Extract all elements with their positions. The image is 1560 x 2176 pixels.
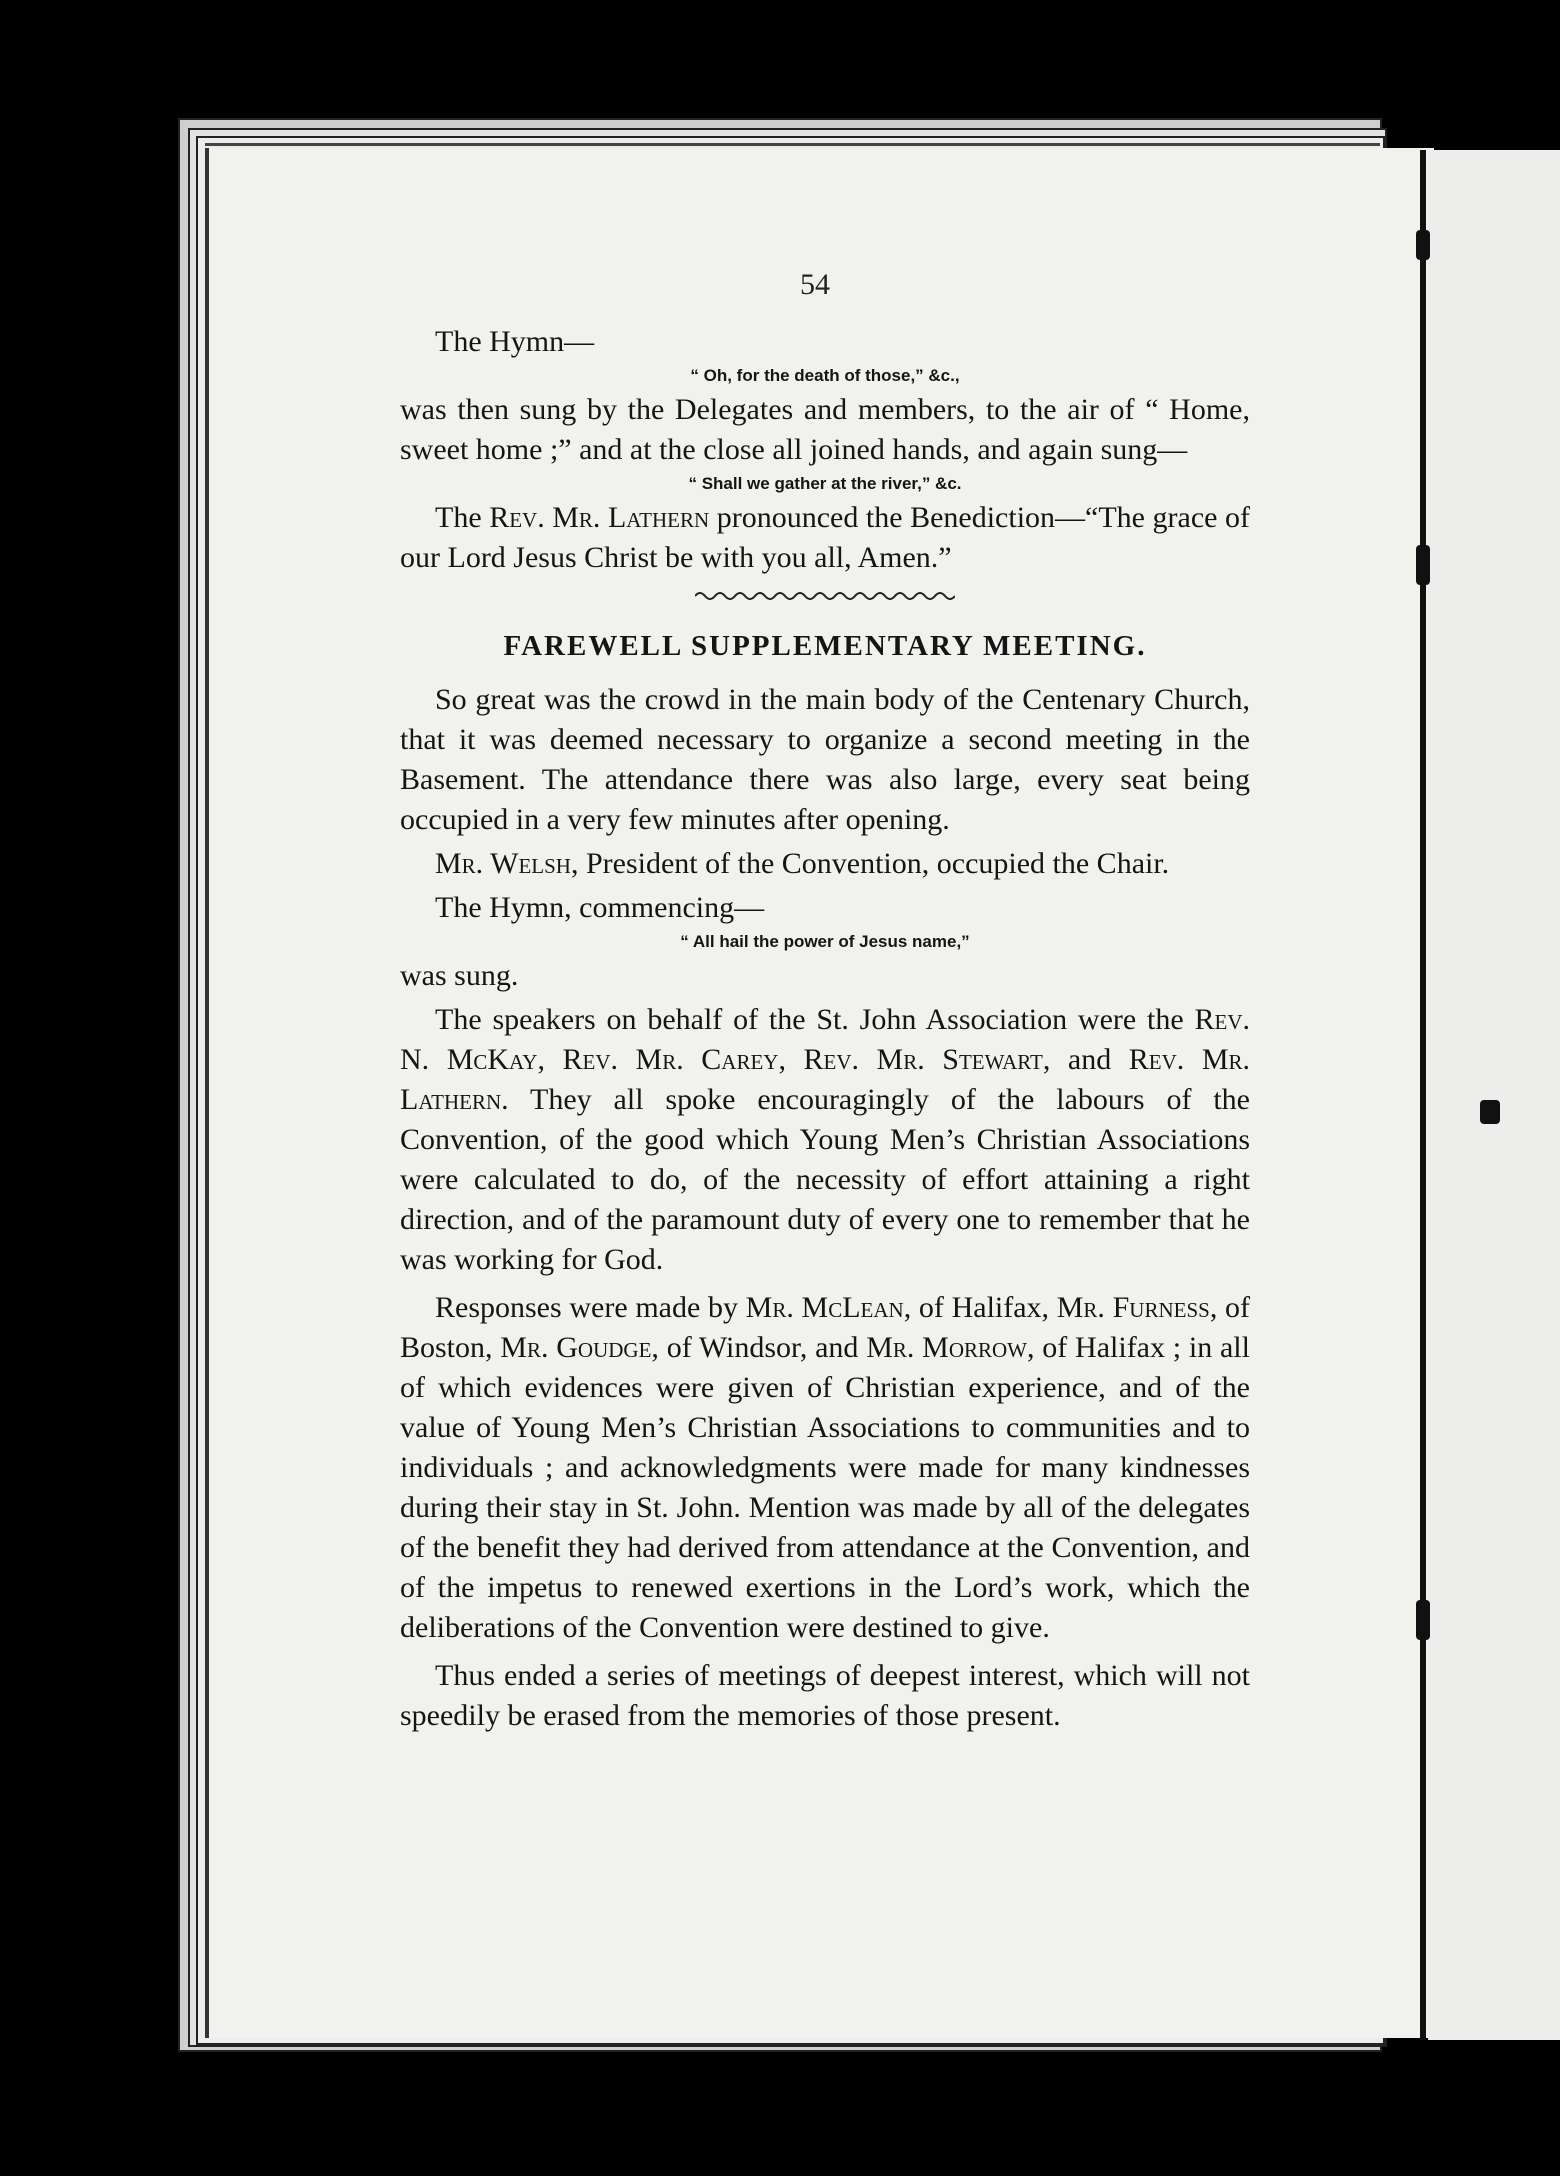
speakers-names-1: Rev. N. McKay, Rev. Mr. Carey, Rev. Mr. Stewart,: [400, 1003, 1250, 1076]
binding-mark: [1480, 1100, 1500, 1124]
responses-e: , of Halifax ; in all of which evidences were given of Christian experience, and of the value of Young Men’s Christian Associations to communities and to individuals ; and acknowledgments were made for many kindnesses during their stay in St. John. Mention was made by all of the delegates of the benefit they had derived from attendance at the Convention, and of the impetus to renewed exertions in the Lord’s work, which the deliberations of the Convention were destined to give.: [400, 1331, 1250, 1644]
crowd-paragraph: So great was the crowd in the main body of the Centenary Church, that it was deemed necessary to organize a second meeting in the Basement. The attendance there was also large, every seat being occupied in a very few minutes after opening.: [400, 683, 1250, 836]
speakers-c: . They all spoke encouragingly of the labours of the Convention, of the good which Young Men’s Christian Associations were calculated to do, of the necessity of effort attaining a right direction, and of the paramount duty of every one to remember that he was working for God.: [400, 1083, 1250, 1276]
speakers-a: The speakers on behalf of the St. John Association were the: [435, 1003, 1195, 1036]
responder-name: Mr. McLean: [745, 1291, 904, 1324]
responses-a: Responses were made by: [435, 1291, 746, 1324]
responder-name: Mr. Furness: [1056, 1291, 1210, 1324]
binding-mark: [1416, 545, 1430, 585]
responses-d: , of Windsor, and: [651, 1331, 867, 1364]
hymn-intro: The Hymn—: [435, 325, 595, 358]
responses-c: , of Boston,: [400, 1291, 1250, 1364]
responder-name: Mr. Goudge: [500, 1331, 652, 1364]
responses-paragraph: [400, 1288, 1250, 1648]
minister-name: Rev. Mr. Lathern: [489, 501, 710, 534]
book-gutter: [1420, 150, 1426, 2040]
chair-text: , President of the Convention, occupied the Chair.: [570, 847, 1170, 880]
river-quote: “ Shall we gather at the river,” &c.: [688, 474, 962, 493]
speakers-names-2: Rev. Mr. Lathern: [400, 1043, 1250, 1116]
hymn-quote: “ Oh, for the death of those,” &c.,: [690, 366, 960, 385]
closing-paragraph: Thus ended a series of meetings of deepest interest, which will not speedily be erased from the memories of those present.: [400, 1659, 1250, 1732]
speakers-paragraph: [400, 1000, 1250, 1280]
binding-mark: [1416, 230, 1430, 260]
binding-mark: [1416, 1600, 1430, 1640]
page-rule: [205, 143, 1380, 146]
chair-paragraph: [400, 844, 1250, 884]
page-number: 54: [800, 268, 830, 301]
responses-b: , of Halifax,: [903, 1291, 1057, 1324]
section-heading: FAREWELL SUPPLEMENTARY MEETING.: [503, 630, 1147, 662]
hymn2-sung: was sung.: [400, 959, 519, 992]
hymn2-quote: “ All hail the power of Jesus name,”: [680, 932, 970, 951]
benediction-paragraph: [400, 498, 1250, 578]
benediction-prefix: The: [435, 501, 490, 534]
hymn2-intro: The Hymn, commencing—: [435, 891, 765, 924]
wave-divider: [695, 586, 955, 602]
benediction-text: pronounced the Benediction—“The grace of our Lord Jesus Christ be with you all, Amen.”: [400, 501, 1251, 574]
page-text: [400, 250, 1250, 1736]
sung-paragraph: was then sung by the Delegates and members, to the air of “ Home, sweet home ;” and at the close all joined hands, and again sung—: [400, 393, 1250, 466]
responder-name: Mr. Morrow: [866, 1331, 1027, 1364]
facing-page-edge: [1428, 150, 1560, 2040]
chair-name: Mr. Welsh: [435, 847, 571, 880]
speakers-b: and: [1050, 1043, 1129, 1076]
